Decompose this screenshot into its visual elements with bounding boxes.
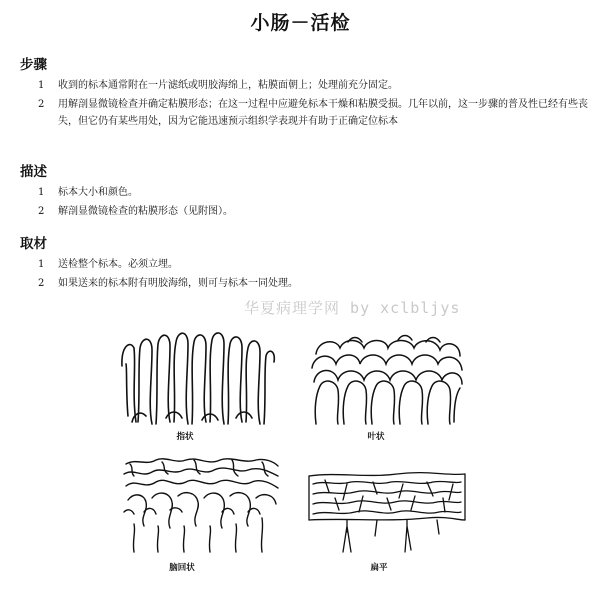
figure-caption-convoluted: 脑回状 [169,563,195,573]
section-heading-describe: 描述 [20,164,47,180]
item-text: 如果送来的标本附有明胶海绵，则可与标本一同处理。 [58,278,298,289]
page-title: 小肠－活检 [250,12,351,34]
figure-caption-flat: 扁平 [370,563,388,573]
item-text: 收到的标本通常附在一片滤纸或明胶海绵上，粘膜面朝上；处理前充分固定。 [58,80,398,91]
item-text: 解剖显微镜检查的粘膜形态（见附图）。 [58,206,233,217]
section-heading-steps: 步骤 [20,57,47,73]
watermark-en: by xclbljys [340,299,461,317]
item-number: 2 [38,206,45,217]
item-text: 用解剖显微镜检查并确定粘膜形态；在这一过程中应避免标本干燥和粘膜受损。几年以前，这一步骤的普及性已经有些丧失，但它仍有某些用处，因为它能迅速预示组织学表现并有助于正确定位标本 [58,99,588,127]
item-number: 1 [38,80,45,91]
figure-caption-leaf: 叶状 [367,432,385,442]
item-text: 标本大小和颜色。 [58,187,138,198]
item-number: 2 [38,99,45,110]
steps-item [38,77,590,94]
section-heading-sampling: 取材 [20,236,47,252]
item-number: 1 [38,187,45,198]
item-number: 2 [38,278,45,289]
sampling-item [38,256,590,273]
sampling-item [38,275,590,292]
item-text: 送检整个标本。必须立埋。 [58,259,178,270]
finger-villi-illustration [118,326,278,426]
steps-item [38,96,590,130]
watermark-cn: 华夏病理学网 [244,299,341,317]
watermark [244,297,460,318]
describe-item [38,203,590,220]
item-number: 1 [38,259,45,270]
flat-mucosa-illustration [307,470,467,555]
convoluted-villi-illustration [122,456,282,556]
figure-caption-finger: 指状 [176,432,194,442]
leaf-villi-illustration [308,332,468,427]
describe-item [38,184,590,201]
